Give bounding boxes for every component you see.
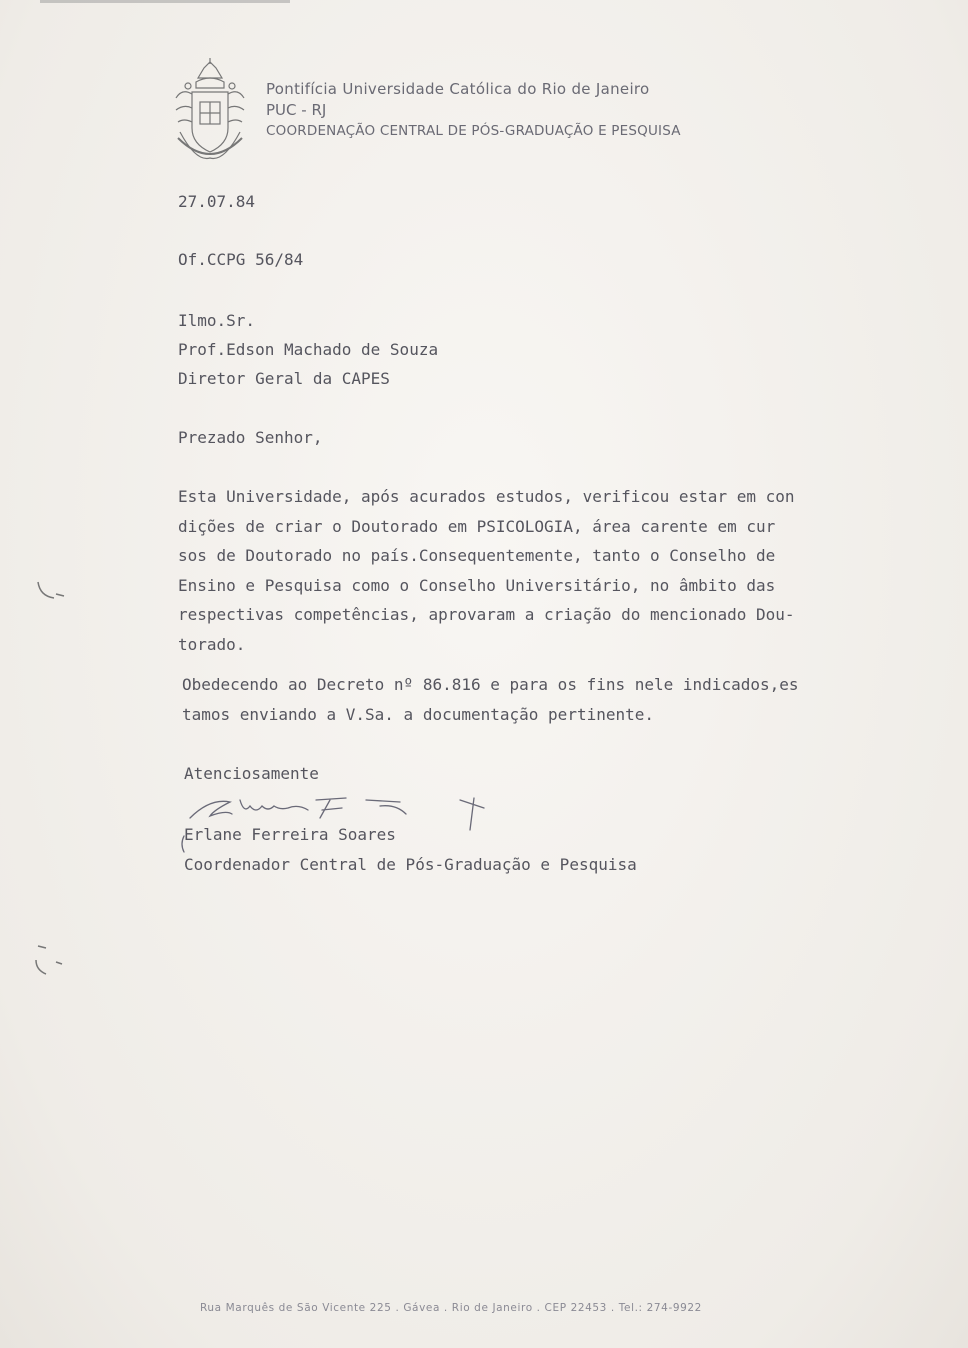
paragraph-line [178,512,938,542]
paragraph-line-text: torado. [178,634,246,654]
paragraph-line [178,571,938,601]
letter-reference: Of.CCPG 56/84 [178,250,304,269]
recipient-position: Diretor Geral da CAPES [178,369,390,388]
paragraph-line [178,600,938,630]
paragraph-line-text: dições de criar o Doutorado em PSICOLOGIA, área carente em cur [178,516,776,536]
paragraph-line [178,630,938,660]
recipient-salutation: Ilmo.Sr. [178,311,256,330]
body-paragraph-1 [178,482,938,660]
paragraph-line-text: tamos enviando a V.Sa. a documentação pertinente. [182,704,655,724]
signer-title: Coordenador Central de Pós-Graduação e Pesquisa [184,855,637,874]
university-crest-icon [168,58,252,168]
greeting: Prezado Senhor, [178,428,323,447]
paragraph-line [178,482,938,512]
paper-edge-mark [40,0,290,3]
paragraph-line-text: sos de Doutorado no país.Consequentemente, tanto o Conselho de [178,546,776,566]
paragraph-line-text: Obedecendo ao Decreto nº 86.816 e para os fins nele indicados,es [182,675,799,694]
institution-name: Pontifícia Universidade Católica do Rio de Janeiro [266,80,650,98]
recipient-name: Prof.Edson Machado de Souza [178,340,439,359]
paragraph-line-text: Ensino e Pesquisa como o Conselho Universitário, no âmbito das [178,575,776,595]
letterhead [266,78,681,142]
paragraph-line-text: Esta Universidade, após acurados estudos, verificou estar em con [178,487,795,506]
body-paragraph-2 [182,670,942,729]
letter-date: 27.07.84 [178,192,256,211]
paragraph-line [182,700,942,730]
closing: Atenciosamente [184,764,319,783]
paragraph-line [182,670,942,700]
signer-name: Erlane Ferreira Soares [184,825,396,844]
footer-address: Rua Marquês de São Vicente 225 . Gávea . Rio de Janeiro . CEP 22453 . Tel.: 274-9922 [200,1302,702,1314]
punch-hole-mark-icon [26,940,70,984]
punch-hole-mark-icon [28,570,68,610]
paragraph-line-text: respectivas competências, aprovaram a criação do mencionado Dou- [178,605,795,625]
paragraph-line [178,541,938,571]
department-name: COORDENAÇÃO CENTRAL DE PÓS-GRADUAÇÃO E PESQUISA [266,123,681,139]
institution-abbreviation: PUC - RJ [266,101,327,119]
